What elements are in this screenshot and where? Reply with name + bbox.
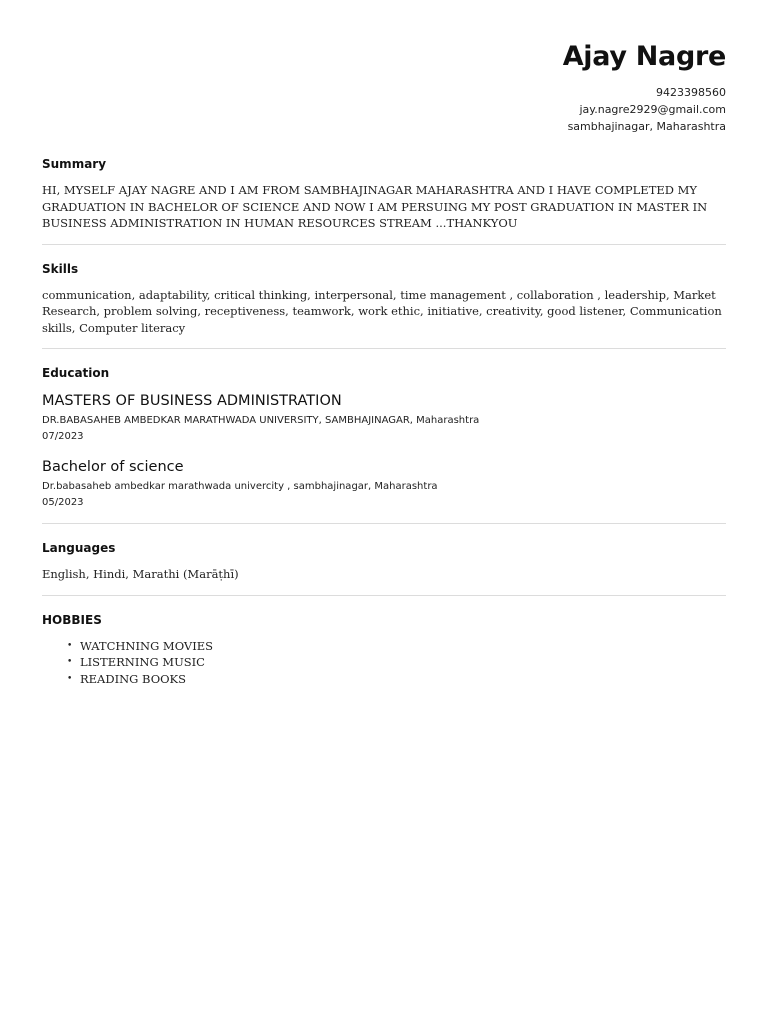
education-institution: Dr.babasaheb ambedkar marathwada univercity , sambhajinagar, Maharashtra [42, 481, 438, 492]
summary-section [42, 156, 726, 232]
languages-text: English, Hindi, Marathi (Marāṭhī) [42, 567, 239, 581]
education-institution: DR.BABASAHEB AMBEDKAR MARATHWADA UNIVERSITY, SAMBHAJINAGAR, Maharashtra [42, 415, 480, 426]
languages-section [42, 540, 726, 583]
education-date: 07/2023 [42, 431, 84, 442]
divider [42, 595, 726, 596]
hobby-text: READING BOOKS [80, 671, 187, 686]
skills-section [42, 261, 726, 337]
hobbies-section [42, 612, 726, 688]
hobby-text: WATCHNING MOVIES [80, 638, 214, 653]
bullet-icon: • [67, 673, 73, 684]
education-item [42, 391, 726, 445]
education-degree: MASTERS OF BUSINESS ADMINISTRATION [42, 393, 342, 409]
list-item [67, 671, 726, 688]
resume-body [42, 156, 726, 687]
divider [42, 523, 726, 524]
education-title: Education [42, 366, 110, 380]
summary-text: HI, MYSELF AJAY NAGRE AND I AM FROM SAMBHAJINAGAR MAHARASHTRA AND I HAVE COMPLETED MY GRADUATION IN BACHELOR OF SCIENCE AND NOW I AM PERSUING MY POST GRADUATION IN MASTER IN BUSINESS ADMINISTRATION IN HUMAN RESOURCES STREAM ...THANKYOU [42, 183, 708, 230]
education-date: 05/2023 [42, 497, 84, 508]
bullet-icon: • [67, 640, 73, 651]
list-item [67, 654, 726, 671]
location: sambhajinagar, Maharashtra [567, 120, 726, 133]
hobbies-list [42, 638, 726, 688]
candidate-name: Ajay Nagre [562, 41, 726, 72]
hobbies-title: HOBBIES [42, 612, 102, 627]
bullet-icon: • [67, 657, 73, 667]
email-address: jay.nagre2929@gmail.com [579, 103, 726, 116]
hobby-text: LISTERNING MUSIC [80, 655, 205, 669]
skills-text: communication, adaptability, critical thinking, interpersonal, time management , collaboration , leadership, Market Research, problem solving, receptiveness, teamwork, work ethic, initiative, creativity, good listener, Communication skills, Computer literacy [42, 287, 722, 335]
languages-title: Languages [42, 541, 116, 555]
summary-title: Summary [42, 157, 107, 171]
resume-header [563, 40, 726, 135]
phone-number: 9423398560 [656, 86, 726, 99]
list-item [67, 638, 726, 655]
divider [42, 348, 726, 349]
divider [42, 244, 726, 245]
education-section [42, 365, 726, 511]
education-degree: Bachelor of science [42, 459, 184, 475]
skills-title: Skills [42, 261, 79, 276]
education-item [42, 457, 726, 511]
